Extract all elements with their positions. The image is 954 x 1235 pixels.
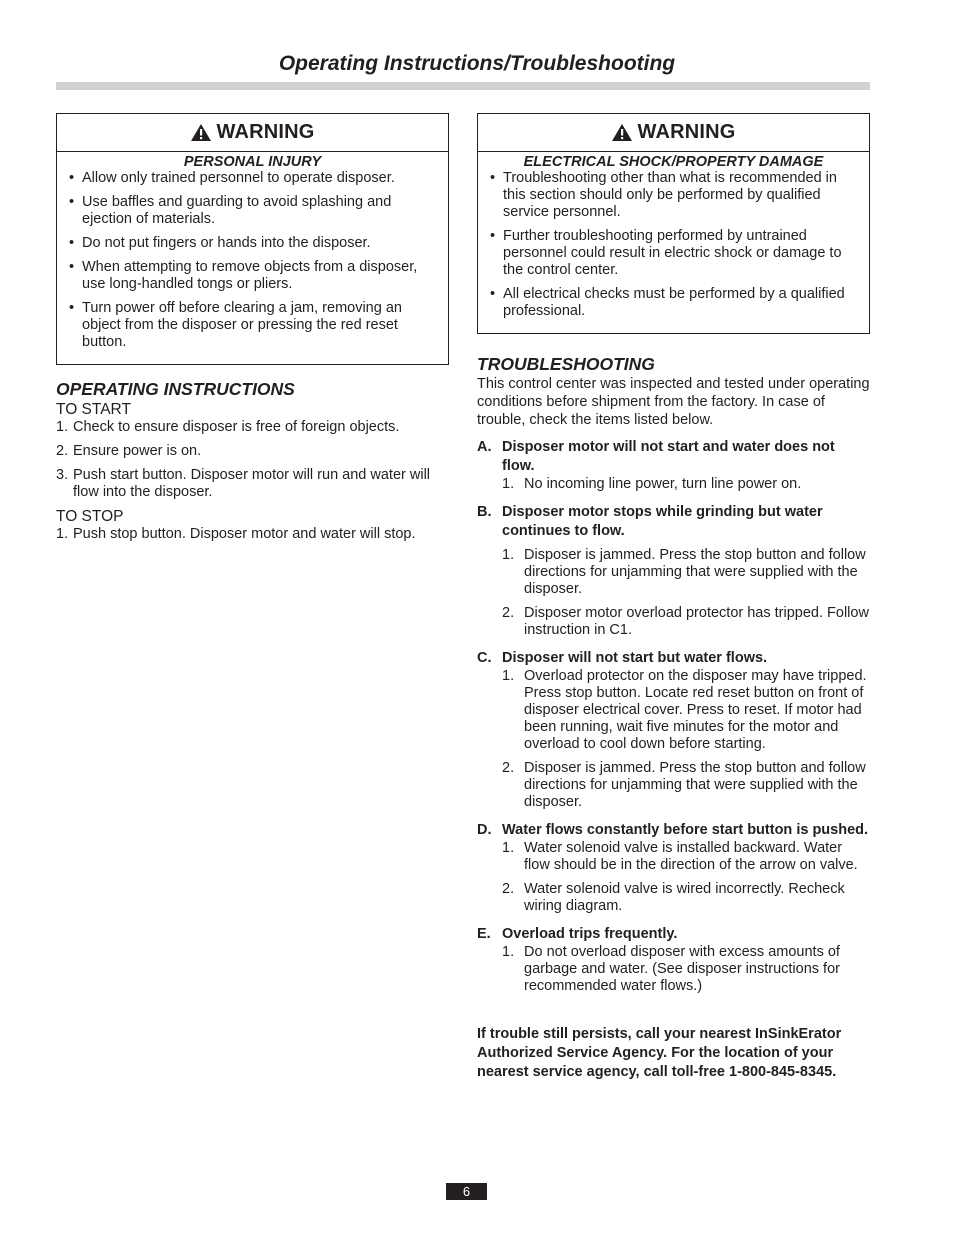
troubleshooting-item (477, 476, 870, 493)
warning-item: • Troubleshooting other than what is recommended in this section should only be performed by qualified service personnel. (490, 170, 861, 221)
step-number: 2. (56, 443, 69, 459)
section-title (477, 821, 870, 840)
troubleshooting-intro: This control center was inspected and tested under operating conditions before shipment from the factory. In case of trouble, check the items listed below. (477, 376, 870, 428)
step-text: Push stop button. Disposer motor and water will stop. (73, 526, 416, 542)
step-text: Check to ensure disposer is free of foreign objects. (73, 419, 400, 435)
item-number: 1. (502, 944, 515, 960)
to-start-heading: TO START (56, 401, 131, 418)
troubleshooting-item (477, 840, 870, 874)
troubleshooting-section (477, 649, 870, 811)
section-title-text: Disposer will not start but water flows. (502, 650, 768, 666)
warning-header (57, 114, 448, 152)
closing-note: If trouble still persists, call your nearest InSinkErator Authorized Service Agency. For the location of your nearest service agency, call toll-free 1-800-845-8345. (477, 1026, 842, 1080)
item-text: Disposer is jammed. Press the stop button and follow directions for unjamming that were supplied with the disposer. (524, 547, 866, 597)
troubleshooting-section (477, 438, 870, 493)
step-item (56, 419, 449, 436)
item-text: Overload protector on the disposer may have tripped. Press stop button. Locate red reset button on front of disposer electrical cover. Press to reset. If motor had been running, wait five minutes for the motor and overload to cool down before starting. (524, 668, 867, 752)
troubleshooting-item (477, 881, 870, 915)
item-number: 2. (502, 605, 515, 621)
section-title-text: Overload trips frequently. (502, 926, 678, 942)
troubleshooting-section (477, 503, 870, 639)
section-letter: C. (477, 650, 492, 666)
step-text: Push start button. Disposer motor will run and water will flow into the disposer. (73, 467, 431, 500)
item-text: Water solenoid valve is wired incorrectly. Recheck wiring diagram. (524, 881, 845, 914)
warning-label: WARNING (216, 121, 315, 143)
warning-subheading: PERSONAL INJURY (183, 154, 322, 170)
section-title-text: Water flows constantly before start button is pushed. (502, 822, 869, 838)
troubleshooting-item (477, 668, 870, 753)
section-letter: B. (477, 504, 492, 520)
troubleshooting-section (477, 925, 870, 995)
section-title-text: Disposer motor will not start and water does not flow. (502, 439, 835, 474)
item-text: Disposer motor overload protector has tripped. Follow instruction in C1. (524, 605, 869, 638)
start-steps-list (56, 419, 449, 501)
item-text: Do not overload disposer with excess amounts of garbage and water. (See disposer instructions for recommended water flows.) (524, 944, 840, 994)
troubleshooting-sections (477, 438, 870, 995)
warning-item: • Do not put fingers or hands into the disposer. (69, 235, 440, 252)
troubleshooting-item (477, 944, 870, 995)
item-number: 1. (502, 668, 515, 684)
step-item (56, 467, 449, 501)
troubleshooting-heading: TROUBLESHOOTING (477, 354, 655, 374)
item-number: 1. (502, 547, 515, 563)
section-title (477, 503, 870, 541)
step-number: 1. (56, 526, 69, 542)
section-title (477, 438, 870, 476)
stop-steps-list (56, 526, 449, 543)
page-title: Operating Instructions/Troubleshooting (278, 52, 676, 75)
troubleshooting-item (477, 605, 870, 639)
step-item (56, 526, 449, 543)
step-text: Ensure power is on. (73, 443, 202, 459)
item-number: 2. (502, 881, 515, 897)
warning-subheading: ELECTRICAL SHOCK/PROPERTY DAMAGE (523, 154, 824, 170)
item-number: 1. (502, 840, 515, 856)
warning-item: • All electrical checks must be performed by a qualified professional. (490, 286, 861, 320)
troubleshooting-item (477, 760, 870, 811)
warning-box-personal-injury (56, 113, 449, 365)
warning-label: WARNING (637, 121, 736, 143)
warning-item: • Turn power off before clearing a jam, removing an object from the disposer or pressing the red reset button. (69, 300, 440, 351)
right-column (477, 113, 870, 1082)
section-title (477, 649, 870, 668)
section-title (477, 925, 870, 944)
to-stop-heading: TO STOP (56, 508, 124, 525)
item-text: Water solenoid valve is installed backward. Water flow should be in the direction of the arrow on valve. (524, 840, 858, 873)
section-letter: D. (477, 822, 492, 838)
item-text: No incoming line power, turn line power on. (524, 476, 802, 492)
section-title-text: Disposer motor stops while grinding but water continues to flow. (502, 504, 823, 539)
left-column (56, 113, 449, 550)
item-number: 1. (502, 476, 515, 492)
section-letter: A. (477, 439, 492, 455)
warning-list (478, 170, 869, 333)
item-text: Disposer is jammed. Press the stop button and follow directions for unjamming that were supplied with the disposer. (524, 760, 866, 810)
warning-item: • Use baffles and guarding to avoid splashing and ejection of materials. (69, 194, 440, 228)
warning-box-electrical (477, 113, 870, 334)
title-rule (56, 82, 870, 90)
item-number: 2. (502, 760, 515, 776)
warning-header (478, 114, 869, 152)
step-number: 1. (56, 419, 69, 435)
troubleshooting-item (477, 547, 870, 598)
warning-list (57, 170, 448, 364)
operating-instructions-heading: OPERATING INSTRUCTIONS (56, 379, 295, 399)
section-letter: E. (477, 926, 491, 942)
troubleshooting-section (477, 821, 870, 915)
warning-item: • Allow only trained personnel to operate disposer. (69, 170, 440, 187)
warning-item: • When attempting to remove objects from a disposer, use long-handled tongs or pliers. (69, 259, 440, 293)
step-item (56, 443, 449, 460)
step-number: 3. (56, 467, 69, 483)
warning-triangle-icon (611, 123, 633, 142)
warning-triangle-icon (190, 123, 212, 142)
warning-item: • Further troubleshooting performed by untrained personnel could result in electric shock or damage to the control center. (490, 228, 861, 279)
page-number: 6 (446, 1183, 487, 1200)
